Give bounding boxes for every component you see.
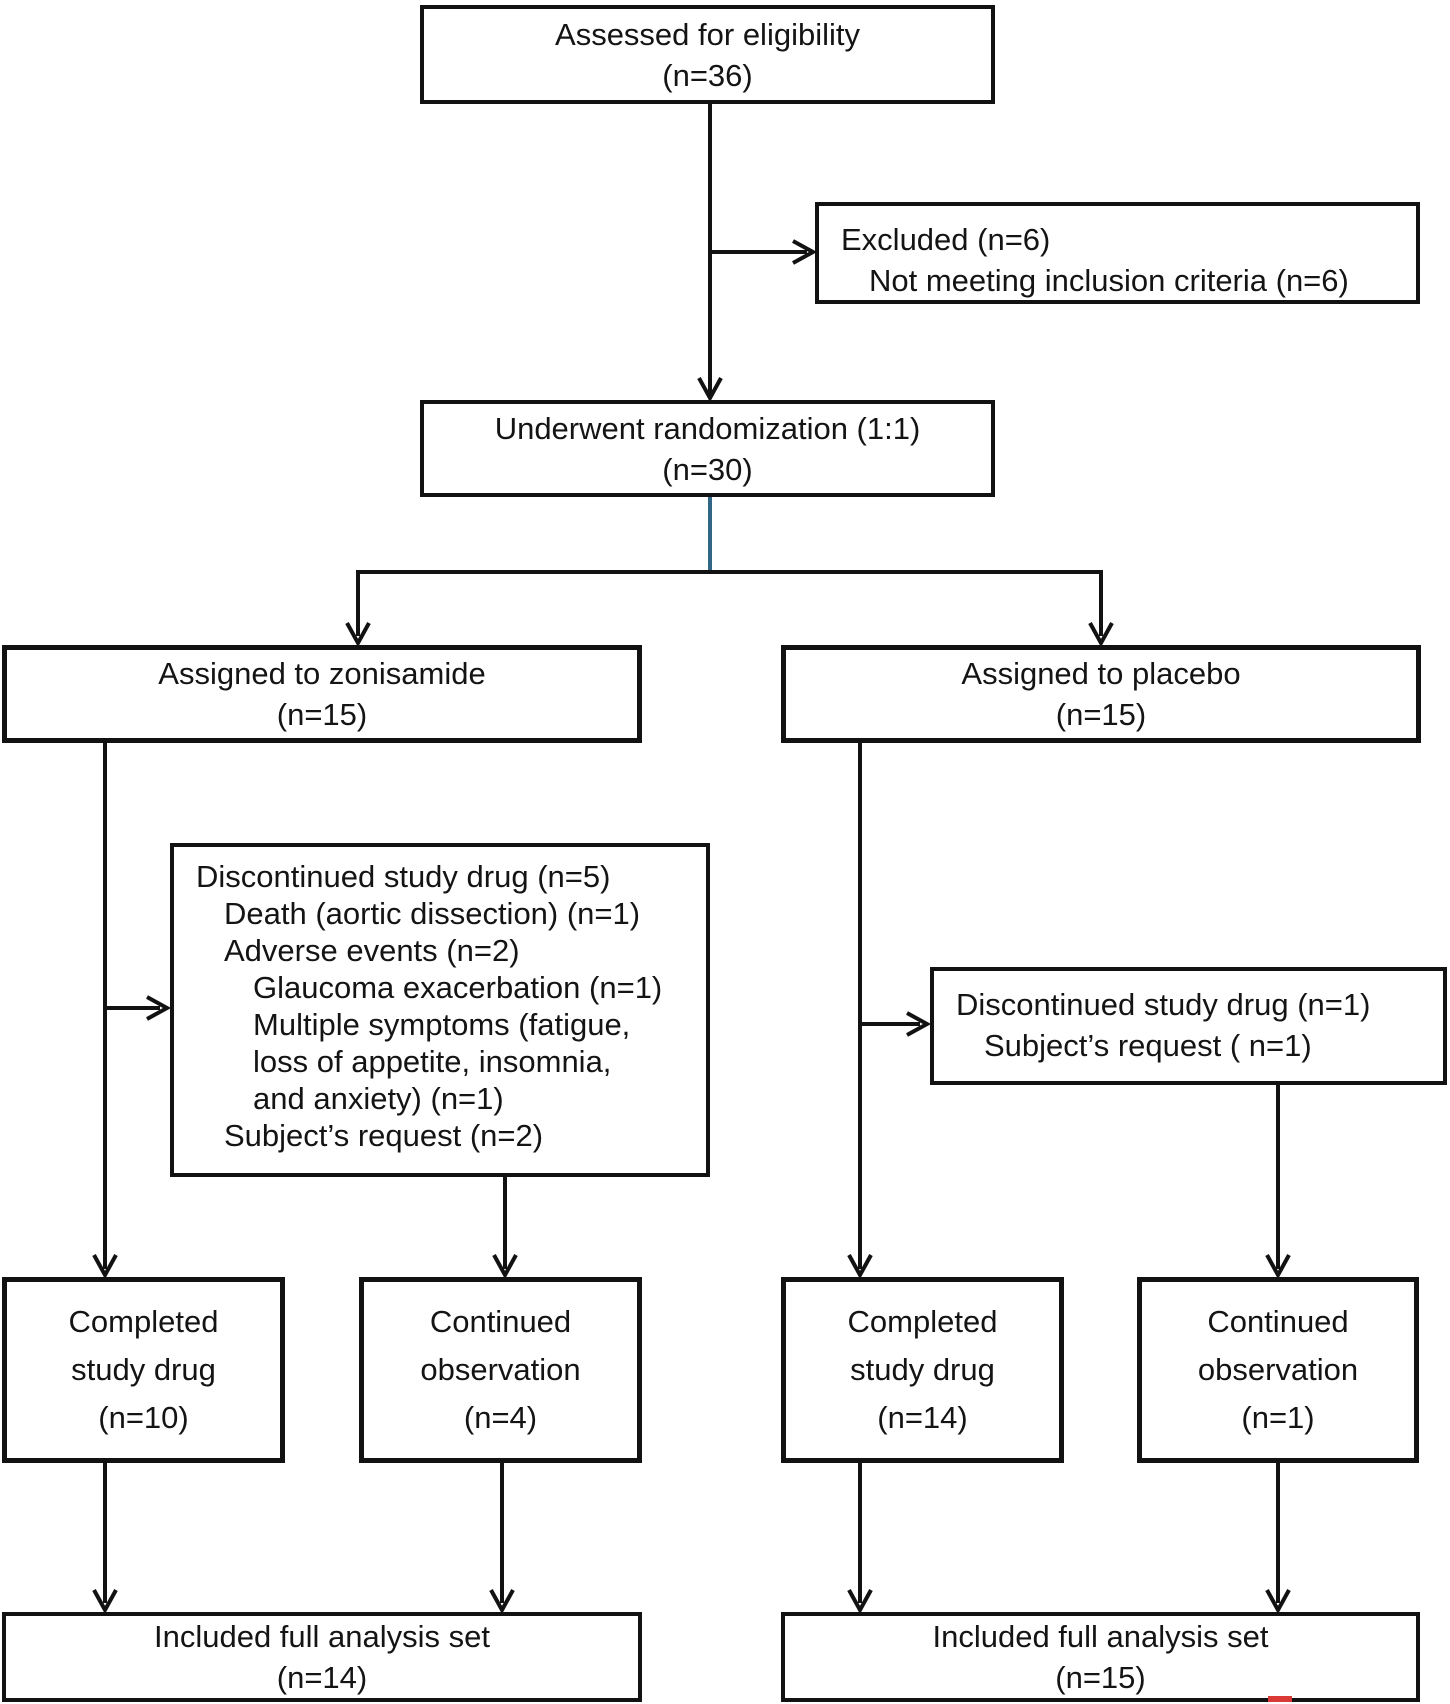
box-text-line: Multiple symptoms (fatigue, [253,1007,631,1042]
box-text-line: Assigned to zonisamide [158,656,486,691]
box-text-line: Completed [68,1304,219,1339]
box-text-line: Discontinued study drug (n=1) [956,987,1371,1022]
box-text-line: (n=36) [662,57,753,93]
box-assigned-zonisamide [2,645,642,743]
box-text-line: (n=10) [98,1400,189,1435]
box-discontinued-zonisamide [170,843,710,1177]
box-text-line: Adverse events (n=2) [224,933,520,968]
box-completed-placebo [781,1277,1064,1463]
box-randomized [420,400,995,497]
box-text-line: Subject’s request ( n=1) [984,1028,1312,1063]
box-text-line: Excluded (n=6) [841,222,1051,257]
box-excluded [815,202,1420,304]
box-text-line: (n=15) [276,697,368,732]
box-text-line: loss of appetite, insomnia, [253,1044,612,1079]
box-text-line: study drug [850,1352,995,1387]
box-text-line: Glaucoma exacerbation (n=1) [253,970,663,1005]
box-text-line: Included full analysis set [153,1619,491,1654]
box-text-line: Underwent randomization (1:1) [494,410,921,446]
box-text-line: Assessed for eligibility [555,16,860,52]
box-text-line: Completed [847,1304,998,1339]
box-text-line: Continued [1207,1304,1349,1339]
box-text-line: study drug [71,1352,216,1387]
box-text-line: (n=4) [463,1400,538,1435]
box-continued-placebo [1137,1277,1419,1463]
box-text-line: (n=1) [1241,1400,1315,1435]
box-full-analysis-set-zonisamide [2,1612,642,1702]
box-continued-zonisamide [359,1277,642,1463]
box-text-line: (n=14) [877,1400,968,1435]
box-text-line: Assigned to placebo [961,656,1241,691]
box-discontinued-placebo [930,967,1447,1085]
box-text-line: (n=15) [1055,1660,1146,1695]
box-text-line: Included full analysis set [932,1619,1269,1654]
box-assigned-placebo [781,645,1421,743]
box-text-line: (n=30) [662,451,753,487]
box-completed-zonisamide [2,1277,285,1463]
box-text-line: Continued [429,1304,572,1339]
box-text-line: (n=14) [276,1660,368,1695]
box-text-line: and anxiety) (n=1) [253,1081,504,1116]
box-text-line: observation [420,1352,581,1387]
box-assessed-eligibility [420,5,995,104]
box-text-line: Not meeting inclusion criteria (n=6) [869,263,1349,298]
box-full-analysis-set-placebo [781,1612,1420,1702]
box-text-line: Subject’s request (n=2) [224,1118,544,1153]
box-text-line: observation [1197,1352,1359,1387]
box-text-line: (n=15) [1055,697,1147,732]
box-text-line: Discontinued study drug (n=5) [196,859,611,894]
box-text-line: Death (aortic dissection) (n=1) [224,896,641,931]
